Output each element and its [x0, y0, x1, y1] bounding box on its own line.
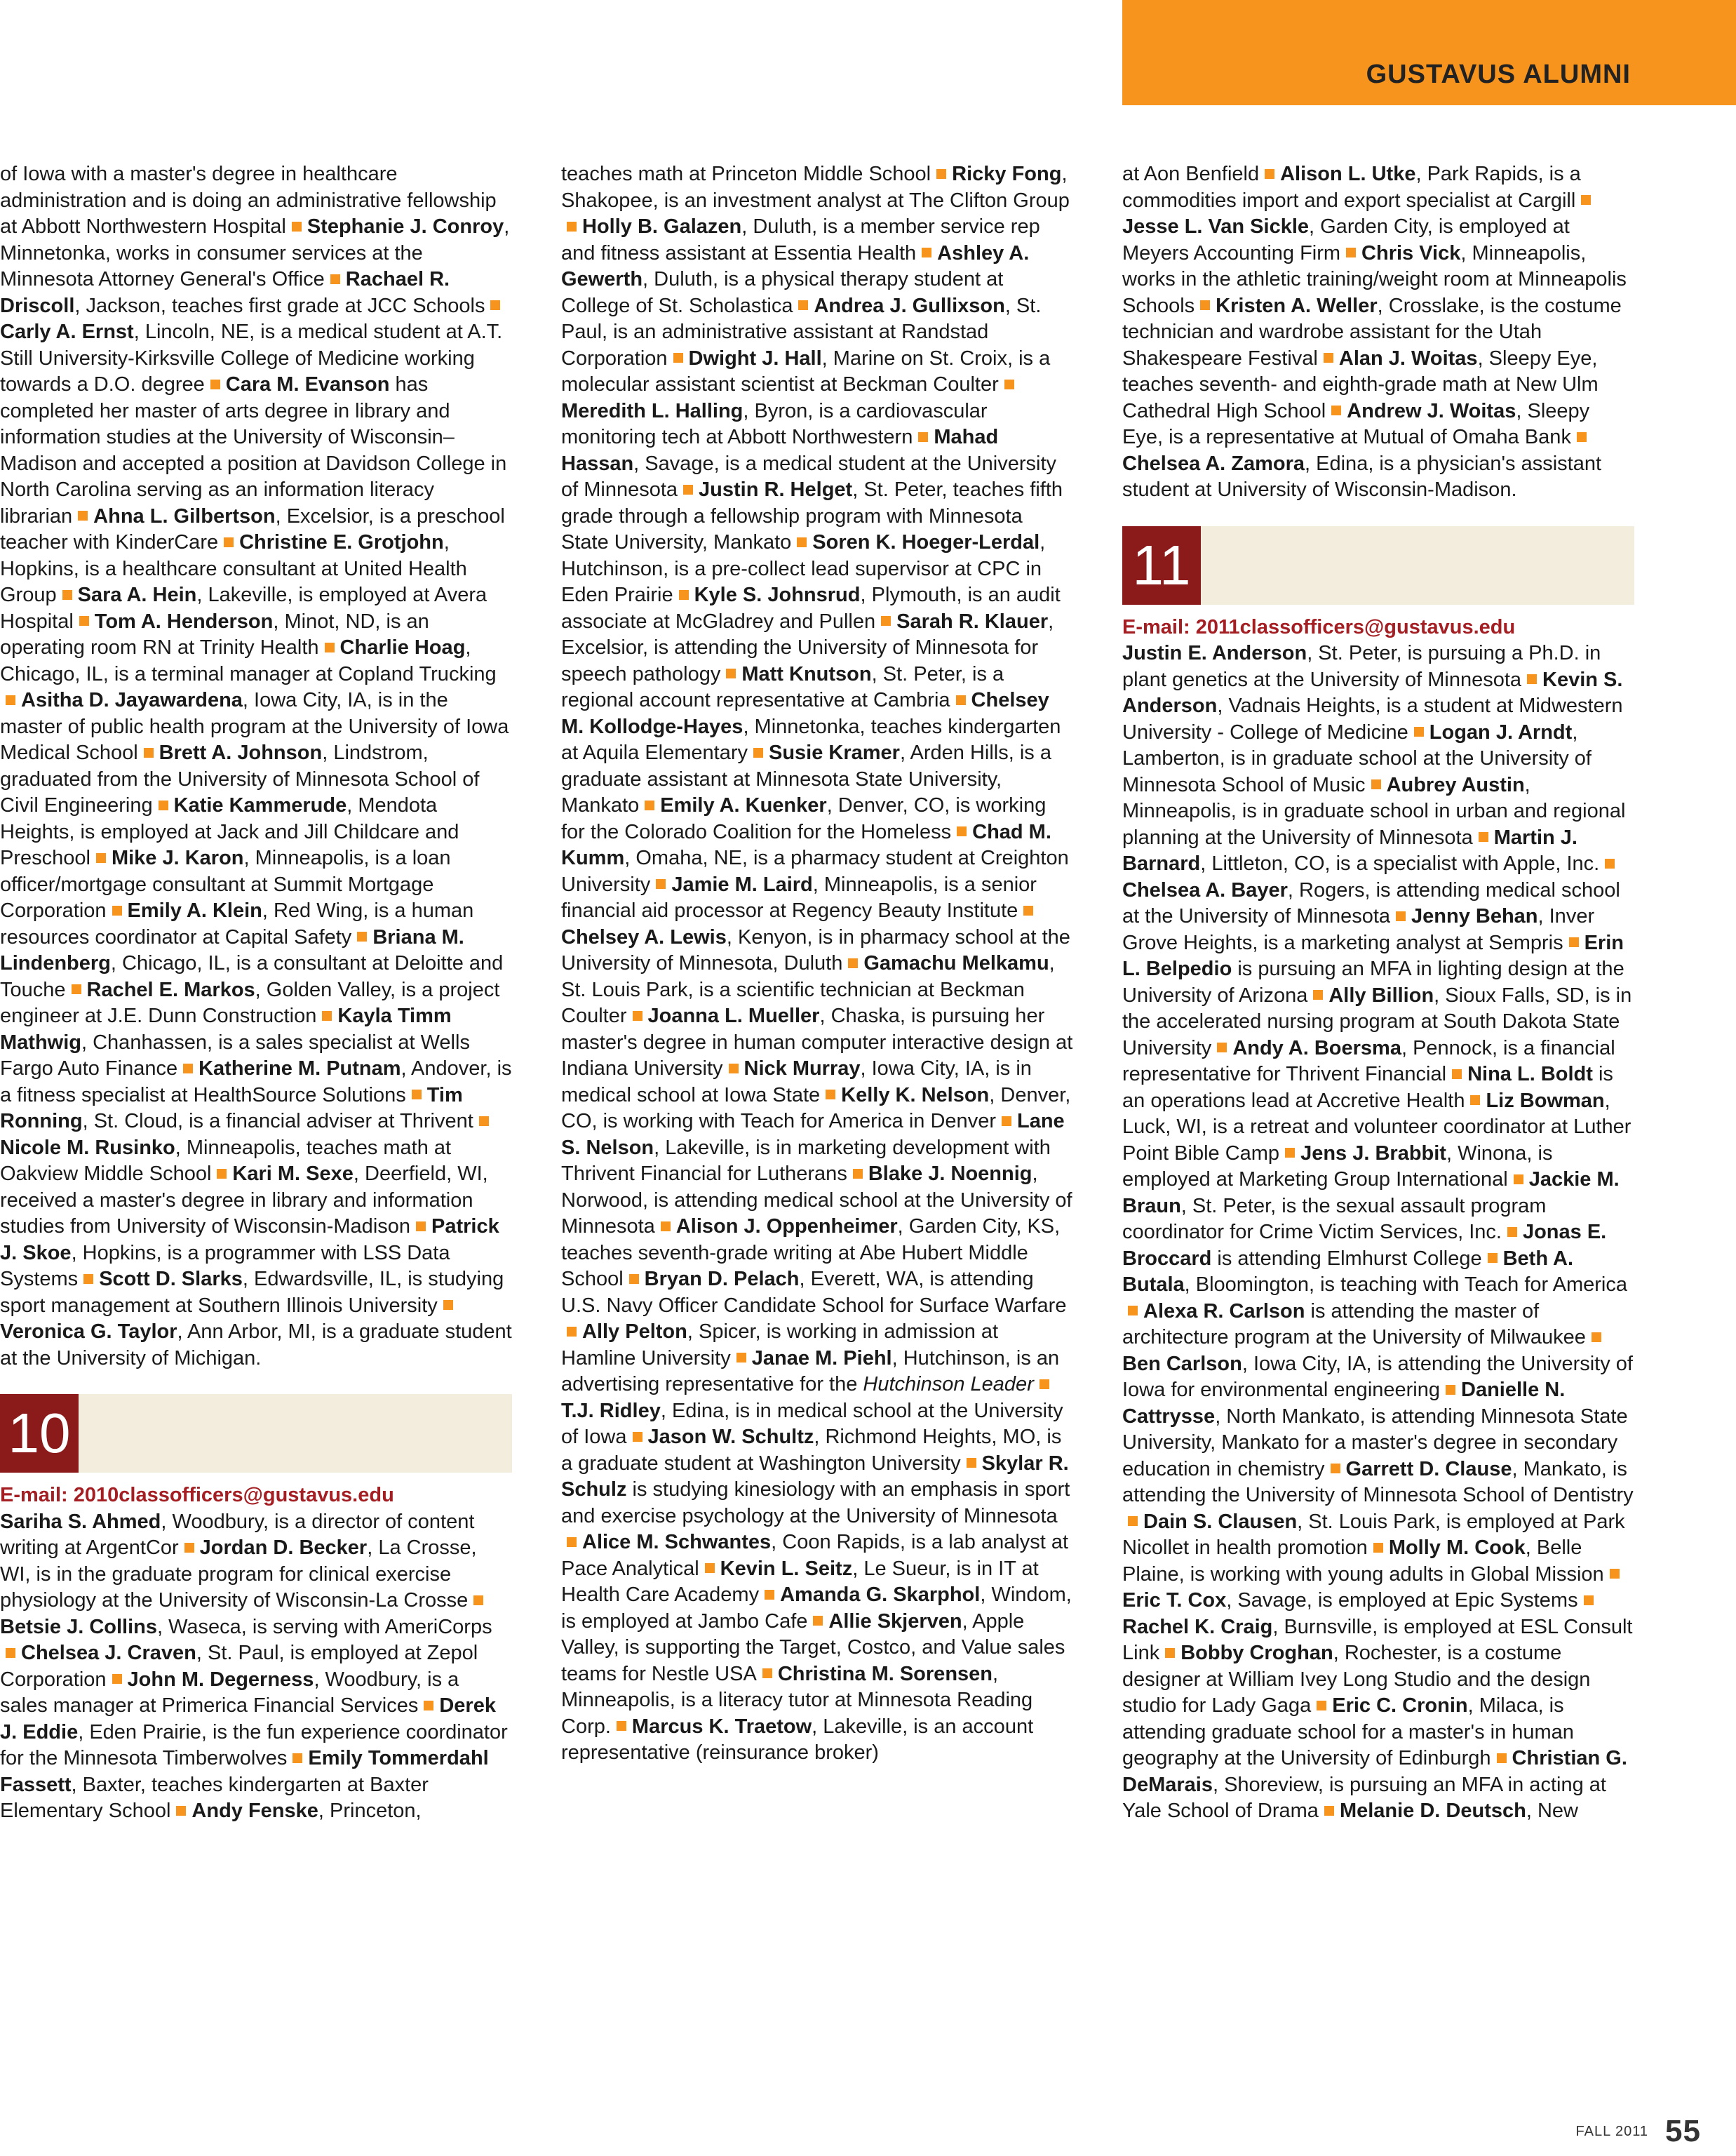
entry-separator-icon	[6, 695, 15, 705]
entry-separator-icon	[881, 616, 891, 626]
entry-separator-icon	[753, 748, 763, 758]
class-11-banner	[1122, 526, 1634, 605]
column-2	[561, 161, 1073, 1767]
entry-separator-icon	[729, 1064, 739, 1073]
entry-separator-icon	[661, 1221, 671, 1231]
entry-separator-icon	[922, 248, 931, 257]
entry-separator-icon	[765, 1590, 774, 1600]
entry-separator-icon	[1497, 1753, 1507, 1763]
class-11-email: E-mail: 2011classofficers@gustavus.edu	[1122, 615, 1516, 638]
entry-separator-icon	[1371, 779, 1381, 789]
entry-separator-icon	[1004, 380, 1014, 389]
entry-separator-icon	[357, 932, 367, 942]
alumni-notes-class-10: Sariha S. Ahmed, Woodbury, is a director of content writing at ArgentCor Jordan D. Becker, La Crosse, WI, is in the graduate program for clinical exercise physiology at the University of Wisconsin-La CrosseBetsie J. Collins, Waseca, is serving with AmeriCorpsChelsea J. Craven, St. Paul, is employed at Zepol Corporation John M. Degerness, Woodbury, is a sales manager at Primerica Financial Services Derek J. Eddie, Eden Prairie, is the fun experience coordinator for the Minnesota Timberwolves Emily Tommerdahl Fassett, Baxter, teaches kindergarten at Baxter Elementary School Andy Fenske, Princeton,	[0, 1510, 508, 1822]
entry-separator-icon	[567, 1537, 577, 1547]
entry-separator-icon	[330, 274, 340, 284]
class-10-email: E-mail: 2010classofficers@gustavus.edu	[0, 1484, 394, 1506]
entry-separator-icon	[679, 590, 689, 600]
entry-separator-icon	[1414, 727, 1424, 737]
entry-separator-icon	[633, 1011, 642, 1021]
entry-separator-icon	[217, 1169, 227, 1179]
entry-separator-icon	[726, 669, 736, 678]
entry-separator-icon	[1265, 169, 1274, 179]
entry-separator-icon	[1165, 1648, 1175, 1658]
issue-season: FALL 2011	[1575, 2123, 1649, 2139]
entry-separator-icon	[1507, 1227, 1517, 1237]
entry-separator-icon	[673, 353, 683, 363]
page-footer	[1576, 2114, 1701, 2149]
entry-separator-icon	[567, 1327, 577, 1337]
entry-separator-icon	[957, 826, 967, 836]
entry-separator-icon	[96, 853, 106, 863]
entry-separator-icon	[78, 511, 88, 521]
entry-separator-icon	[1128, 1306, 1138, 1315]
entry-separator-icon	[184, 1543, 194, 1553]
entry-separator-icon	[797, 537, 807, 547]
class-year-number: 10	[0, 1394, 79, 1473]
entry-separator-icon	[1039, 1379, 1049, 1389]
entry-separator-icon	[1373, 1543, 1383, 1553]
entry-separator-icon	[490, 300, 500, 310]
entry-separator-icon	[826, 1090, 835, 1099]
entry-separator-icon	[645, 801, 654, 810]
entry-separator-icon	[633, 1432, 642, 1442]
entry-separator-icon	[1514, 1174, 1523, 1184]
entry-separator-icon	[176, 1806, 186, 1816]
entry-separator-icon	[1479, 832, 1488, 842]
entry-separator-icon	[112, 1674, 122, 1684]
entry-separator-icon	[936, 169, 946, 179]
entry-separator-icon	[1346, 248, 1356, 257]
entry-separator-icon	[424, 1701, 433, 1710]
entry-separator-icon	[1331, 1464, 1340, 1473]
entry-separator-icon	[1285, 1148, 1295, 1158]
entry-separator-icon	[918, 432, 928, 442]
entry-separator-icon	[1446, 1385, 1455, 1395]
entry-separator-icon	[292, 222, 302, 232]
entry-separator-icon	[159, 801, 168, 810]
entry-separator-icon	[1313, 990, 1323, 1000]
entry-separator-icon	[183, 1064, 193, 1073]
alumni-notes-class-09-continued: of Iowa with a master's degree in healthcare administration and is doing an administrative fellowship at Abbott Northwestern Hospital Stephanie J. Conroy, Minnetonka, works in consumer services at the Minnesota Attorney General's Office Rachael R. Driscoll, Jackson, teaches first grade at JCC SchoolsCarly A. Ernst, Lincoln, NE, is a medical student at A.T. Still University-Kirksville College of Medicine working towards a D.O. degree Cara M. Evanson has completed her master of arts degree in library and information studies at the University of Wisconsin–Madison and accepted a position at Davidson College in North Carolina serving as an information literacy librarian Ahna L. Gilbertson, Excelsior, is a preschool teacher with KinderCare Christine E. Grotjohn, Hopkins, is a healthcare consultant at United Health Group Sara A. Hein, Lakeville, is employed at Avera Hospital Tom A. Henderson, Minot, ND, is an operating room RN at Trinity Health Charlie Hoag, Chicago, IL, is a terminal manager at Copland TruckingAsitha D. Jayawardena, Iowa City, IA, is in the master of public health program at the University of Iowa Medical School Brett A. Johnson, Lindstrom, graduated from the University of Minnesota School of Civil Engineering Katie Kammerude, Mendota Heights, is employed at Jack and Jill Childcare and Preschool Mike J. Karon, Minneapolis, is a loan officer/mortgage consultant at Summit Mortgage Corporation Emily A. Klein, Red Wing, is a human resources coordinator at Capital Safety Briana M. Lindenberg, Chicago, IL, is a consultant at Deloitte and Touche Rachel E. Markos, Golden Valley, is a project engineer at J.E. Dunn Construction Kayla Timm Mathwig, Chanhassen, is a sales specialist at Wells Fargo Auto Finance Katherine M. Putnam, Andover, is a fitness specialist at HealthSource Solutions Tim Ronning, St. Cloud, is a financial adviser at ThriventNicole M. Rusinko, Minneapolis, teaches math at Oakview Middle School Kari M. Sexe, Deerfield, WI, received a master's degree in library and information studies from University of Wisconsin-Madison Patrick J. Skoe, Hopkins, is a programmer with LSS Data Systems Scott D. Slarks, Edwardsville, IL, is studying sport management at Southern Illinois UniversityVeronica G. Taylor, Ann Arbor, MI, is a graduate student at the University of Michigan.	[0, 163, 512, 1370]
entry-separator-icon	[567, 222, 577, 232]
entry-separator-icon	[1592, 1332, 1601, 1342]
entry-separator-icon	[1584, 1595, 1594, 1605]
entry-separator-icon	[1002, 1116, 1011, 1126]
entry-separator-icon	[416, 1221, 426, 1231]
entry-separator-icon	[1605, 859, 1615, 869]
entry-separator-icon	[1217, 1043, 1227, 1052]
entry-separator-icon	[79, 616, 89, 626]
entry-separator-icon	[956, 695, 966, 705]
entry-separator-icon	[1610, 1569, 1620, 1579]
entry-separator-icon	[412, 1090, 422, 1099]
alumni-notes-class-10-end: at Aon Benfield Alison L. Utke, Park Rapids, is a commodities import and export specialist at CargillJesse L. Van Sickle, Garden City, is employed at Meyers Accounting Firm Chris Vick, Minneapolis, works in the athletic training/weight room at Minneapolis Schools Kristen A. Weller, Crosslake, is the costume technician and wardrobe assistant for the Utah Shakespeare Festival Alan J. Woitas, Sleepy Eye, teaches seventh- and eighth-grade math at New Ulm Cathedral High School Andrew J. Woitas, Sleepy Eye, is a representative at Mutual of Omaha BankChelsea A. Zamora, Edina, is a physician's assistant student at University of Wisconsin-Madison.	[1122, 163, 1627, 501]
entry-separator-icon	[1317, 1701, 1326, 1710]
entry-separator-icon	[1569, 937, 1579, 947]
entry-separator-icon	[1581, 195, 1591, 205]
entry-separator-icon	[1128, 1516, 1138, 1526]
entry-separator-icon	[144, 748, 154, 758]
entry-separator-icon	[1331, 406, 1341, 415]
column-3	[1122, 161, 1634, 1825]
entry-separator-icon	[656, 879, 666, 889]
class-year-number: 11	[1122, 526, 1201, 605]
entry-separator-icon	[853, 1169, 863, 1179]
entry-separator-icon	[72, 984, 81, 994]
entry-separator-icon	[224, 537, 234, 547]
entry-separator-icon	[62, 590, 72, 600]
entry-separator-icon	[1527, 674, 1537, 684]
page-number: 55	[1665, 2114, 1701, 2148]
entry-separator-icon	[1324, 353, 1333, 363]
alumni-notes-class-11: Justin E. Anderson, St. Peter, is pursuing a Ph.D. in plant genetics at the University of Minnesota Kevin S. Anderson, Vadnais Heights, is a student at Midwestern University - College of Medicine Logan J. Arndt, Lamberton, is in graduate school at the University of Minnesota School of Music Aubrey Austin, Minneapolis, is in graduate school in urban and regional planning at the University of Minnesota Martin J. Barnard, Littleton, CO, is a specialist with Apple, Inc.Chelsea A. Bayer, Rogers, is attending medical school at the University of Minnesota Jenny Behan, Inver Grove Heights, is a marketing analyst at Sempris Erin L. Belpedio is pursuing an MFA in lighting design at the University of Arizona Ally Billion, Sioux Falls, SD, is in the accelerated nursing program at South Dakota State University Andy A. Boersma, Pennock, is a financial representative for Thrivent Financial Nina L. Boldt is an operations lead at Accretive Health Liz Bowman, Luck, WI, is a retreat and volunteer coordinator at Luther Point Bible Camp Jens J. Brabbit, Winona, is employed at Marketing Group International Jackie M. Braun, St. Peter, is the sexual assault program coordinator for Crime Victim Services, Inc. Jonas E. Broccard is attending Elmhurst College Beth A. Butala, Bloomington, is teaching with Teach for AmericaAlexa R. Carlson is attending the master of architecture program at the University of MilwaukeeBen Carlson, Iowa City, IA, is attending the University of Iowa for environmental engineering Danielle N. Cattrysse, North Mankato, is attending Minnesota State University, Mankato for a master's degree in secondary education in chemistry Garrett D. Clause, Mankato, is attending the University of Minnesota School of DentistryDain S. Clausen, St. Louis Park, is employed at Park Nicollet in health promotion Molly M. Cook, Belle Plaine, is working with young adults in Global MissionEric T. Cox, Savage, is employed at Epic SystemsRachel K. Craig, Burnsville, is employed at ESL Consult Link Bobby Croghan, Rochester, is a costume designer at William Ivey Long Studio and the design studio for Lady Gaga Eric C. Cronin, Milaca, is attending graduate school for a master's in human geography at the University of Edinburgh Christian G. DeMarais, Shoreview, is pursuing an MFA in acting at Yale School of Drama Melanie D. Deutsch, New	[1122, 642, 1634, 1822]
entry-separator-icon	[112, 906, 122, 916]
alumni-notes-class-10-continued: teaches math at Princeton Middle School Ricky Fong, Shakopee, is an investment analyst at The Clifton GroupHolly B. Galazen, Duluth, is a member service rep and fitness assistant at Essentia Health Ashley A. Gewerth, Duluth, is a physical therapy student at College of St. Scholastica Andrea J. Gullixson, St. Paul, is an administrative assistant at Randstad Corporation Dwight J. Hall, Marine on St. Croix, is a molecular assistant scientist at Beckman CoulterMeredith L. Halling, Byron, is a cardiovascular monitoring tech at Abbott Northwestern Mahad Hassan, Savage, is a medical student at the University of Minnesota Justin R. Helget, St. Peter, teaches fifth grade through a fellowship program with Minnesota State University, Mankato Soren K. Hoeger-Lerdal, Hutchinson, is a pre-collect lead supervisor at CPC in Eden Prairie Kyle S. Johnsrud, Plymouth, is an audit associate at McGladrey and Pullen Sarah R. Klauer, Excelsior, is attending the University of Minnesota for speech pathology Matt Knutson, St. Peter, is a regional account representative at Cambria Chelsey M. Kollodge-Hayes, Minnetonka, teaches kindergarten at Aquila Elementary Susie Kramer, Arden Hills, is a graduate assistant at Minnesota State University, Mankato Emily A. Kuenker, Denver, CO, is working for the Colorado Coalition for the Homeless Chad M. Kumm, Omaha, NE, is a pharmacy student at Creighton University Jamie M. Laird, Minneapolis, is a senior financial aid processor at Regency Beauty InstituteChelsey A. Lewis, Kenyon, is in pharmacy school at the University of Minnesota, Duluth Gamachu Melkamu, St. Louis Park, is a scientific technician at Beckman Coulter Joanna L. Mueller, Chaska, is pursuing her master's degree in human computer interactive design at Indiana University Nick Murray, Iowa City, IA, is in medical school at Iowa State Kelly K. Nelson, Denver, CO, is working with Teach for America in Denver Lane S. Nelson, Lakeville, is in marketing development with Thrivent Financial for Lutherans Blake J. Noennig, Norwood, is attending medical school at the University of Minnesota Alison J. Oppenheimer, Garden City, KS, teaches seventh-grade writing at Abe Hubert Middle School Bryan D. Pelach, Everett, WA, is attending U.S. Navy Officer Candidate School for Surface WarfareAlly Pelton, Spicer, is working in admission at Hamline University Janae M. Piehl, Hutchinson, is an advertising representative for the Hutchinson LeaderT.J. Ridley, Edina, is in medical school at the University of Iowa Jason W. Schultz, Richmond Heights, MO, is a graduate student at Washington University Skylar R. Schulz is studying kinesiology with an emphasis in sport and exercise psychology at the University of MinnesotaAlice M. Schwantes, Coon Rapids, is a lab analyst at Pace Analytical Kevin L. Seitz, Le Sueur, is in IT at Health Care Academy Amanda G. Skarphol, Windom, is employed at Jambo Cafe Allie Skjerven, Apple Valley, is supporting the Target, Costco, and Value sales teams for Nestle USA Christina M. Sorensen, Minneapolis, is a literacy tutor at Minnesota Reading Corp. Marcus K. Traetow, Lakeville, is an account representative (reinsurance broker)	[561, 163, 1073, 1764]
entry-separator-icon	[736, 1353, 746, 1362]
entry-separator-icon	[1324, 1806, 1334, 1816]
entry-separator-icon	[443, 1300, 453, 1310]
entry-separator-icon	[629, 1274, 639, 1284]
entry-separator-icon	[617, 1721, 626, 1731]
entry-separator-icon	[292, 1753, 302, 1763]
entry-separator-icon	[683, 485, 693, 495]
entry-separator-icon	[83, 1274, 93, 1284]
entry-separator-icon	[1452, 1069, 1462, 1079]
entry-separator-icon	[848, 958, 858, 968]
entry-separator-icon	[325, 643, 335, 652]
section-title: GUSTAVUS ALUMNI	[1366, 60, 1631, 89]
header-band	[1122, 0, 1736, 105]
entry-separator-icon	[705, 1563, 715, 1573]
entry-separator-icon	[210, 380, 220, 389]
column-1	[0, 161, 512, 1825]
entry-separator-icon	[1396, 911, 1406, 921]
entry-separator-icon	[798, 300, 808, 310]
entry-separator-icon	[473, 1595, 483, 1605]
entry-separator-icon	[1577, 432, 1587, 442]
entry-separator-icon	[322, 1011, 332, 1021]
entry-separator-icon	[762, 1668, 772, 1678]
entry-separator-icon	[6, 1648, 15, 1658]
entry-separator-icon	[479, 1116, 489, 1126]
entry-separator-icon	[1200, 300, 1210, 310]
entry-separator-icon	[967, 1458, 976, 1468]
entry-separator-icon	[1488, 1253, 1498, 1263]
class-10-banner	[0, 1394, 512, 1473]
entry-separator-icon	[813, 1616, 823, 1626]
entry-separator-icon	[1470, 1095, 1480, 1105]
entry-separator-icon	[1023, 906, 1033, 916]
